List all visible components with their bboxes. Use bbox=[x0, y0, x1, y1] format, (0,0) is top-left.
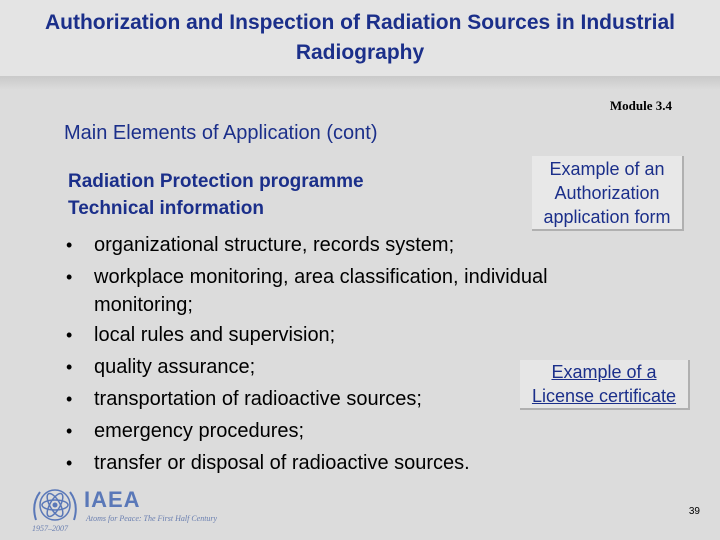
list-item-text: transportation of radioactive sources; bbox=[94, 388, 422, 410]
license-link-line-2: License certificate bbox=[531, 386, 677, 406]
list-item bbox=[62, 319, 622, 351]
bullet-dot: • bbox=[66, 235, 73, 255]
authorization-link-line-3: application form bbox=[543, 207, 671, 227]
list-item-text: transfer or disposal of radioactive sources. bbox=[94, 452, 470, 474]
logo-years: 1957–2007 bbox=[32, 524, 68, 533]
logo-tagline: Atoms for Peace: The First Half Century bbox=[86, 514, 218, 523]
subheading-line-1: Radiation Protection programme bbox=[68, 171, 364, 192]
list-item bbox=[62, 415, 622, 447]
authorization-link-line-2: Authorization bbox=[554, 183, 660, 203]
header-shadow bbox=[0, 76, 720, 90]
bullet-dot: • bbox=[66, 325, 73, 345]
logo-text: IAEA bbox=[84, 487, 141, 512]
subheading-line-2: Technical information bbox=[68, 198, 265, 219]
requirements-list bbox=[62, 229, 622, 479]
list-item-text: organizational structure, records system; bbox=[94, 234, 455, 256]
list-item-text: emergency procedures; bbox=[94, 420, 305, 442]
license-link-line-1: Example of a bbox=[551, 362, 657, 382]
bullet-dot: • bbox=[66, 453, 73, 473]
list-item bbox=[62, 229, 622, 261]
iaea-logo bbox=[30, 484, 230, 534]
list-item bbox=[62, 261, 622, 319]
list-item-text: workplace monitoring, area classification, individual monitoring; bbox=[94, 266, 548, 316]
list-item-text: quality assurance; bbox=[94, 356, 256, 378]
license-certificate-example-link[interactable] bbox=[520, 360, 690, 410]
subheading bbox=[68, 168, 488, 222]
authorization-link-line-1: Example of an bbox=[549, 159, 665, 179]
atom-emblem-icon bbox=[30, 484, 80, 526]
slide-title: Authorization and Inspection of Radiation Sources in Industrial Radiography bbox=[44, 11, 676, 64]
bullet-dot: • bbox=[66, 267, 73, 287]
list-item bbox=[62, 447, 622, 479]
page-number: 39 bbox=[688, 506, 700, 517]
bullet-dot: • bbox=[66, 357, 73, 377]
bullet-dot: • bbox=[66, 389, 73, 409]
module-label: Module 3.4 bbox=[609, 98, 672, 113]
list-item-text: local rules and supervision; bbox=[94, 324, 336, 346]
bullet-dot: • bbox=[66, 421, 73, 441]
section-title: Main Elements of Application (cont) bbox=[64, 122, 378, 144]
authorization-form-example-link[interactable] bbox=[532, 156, 684, 231]
